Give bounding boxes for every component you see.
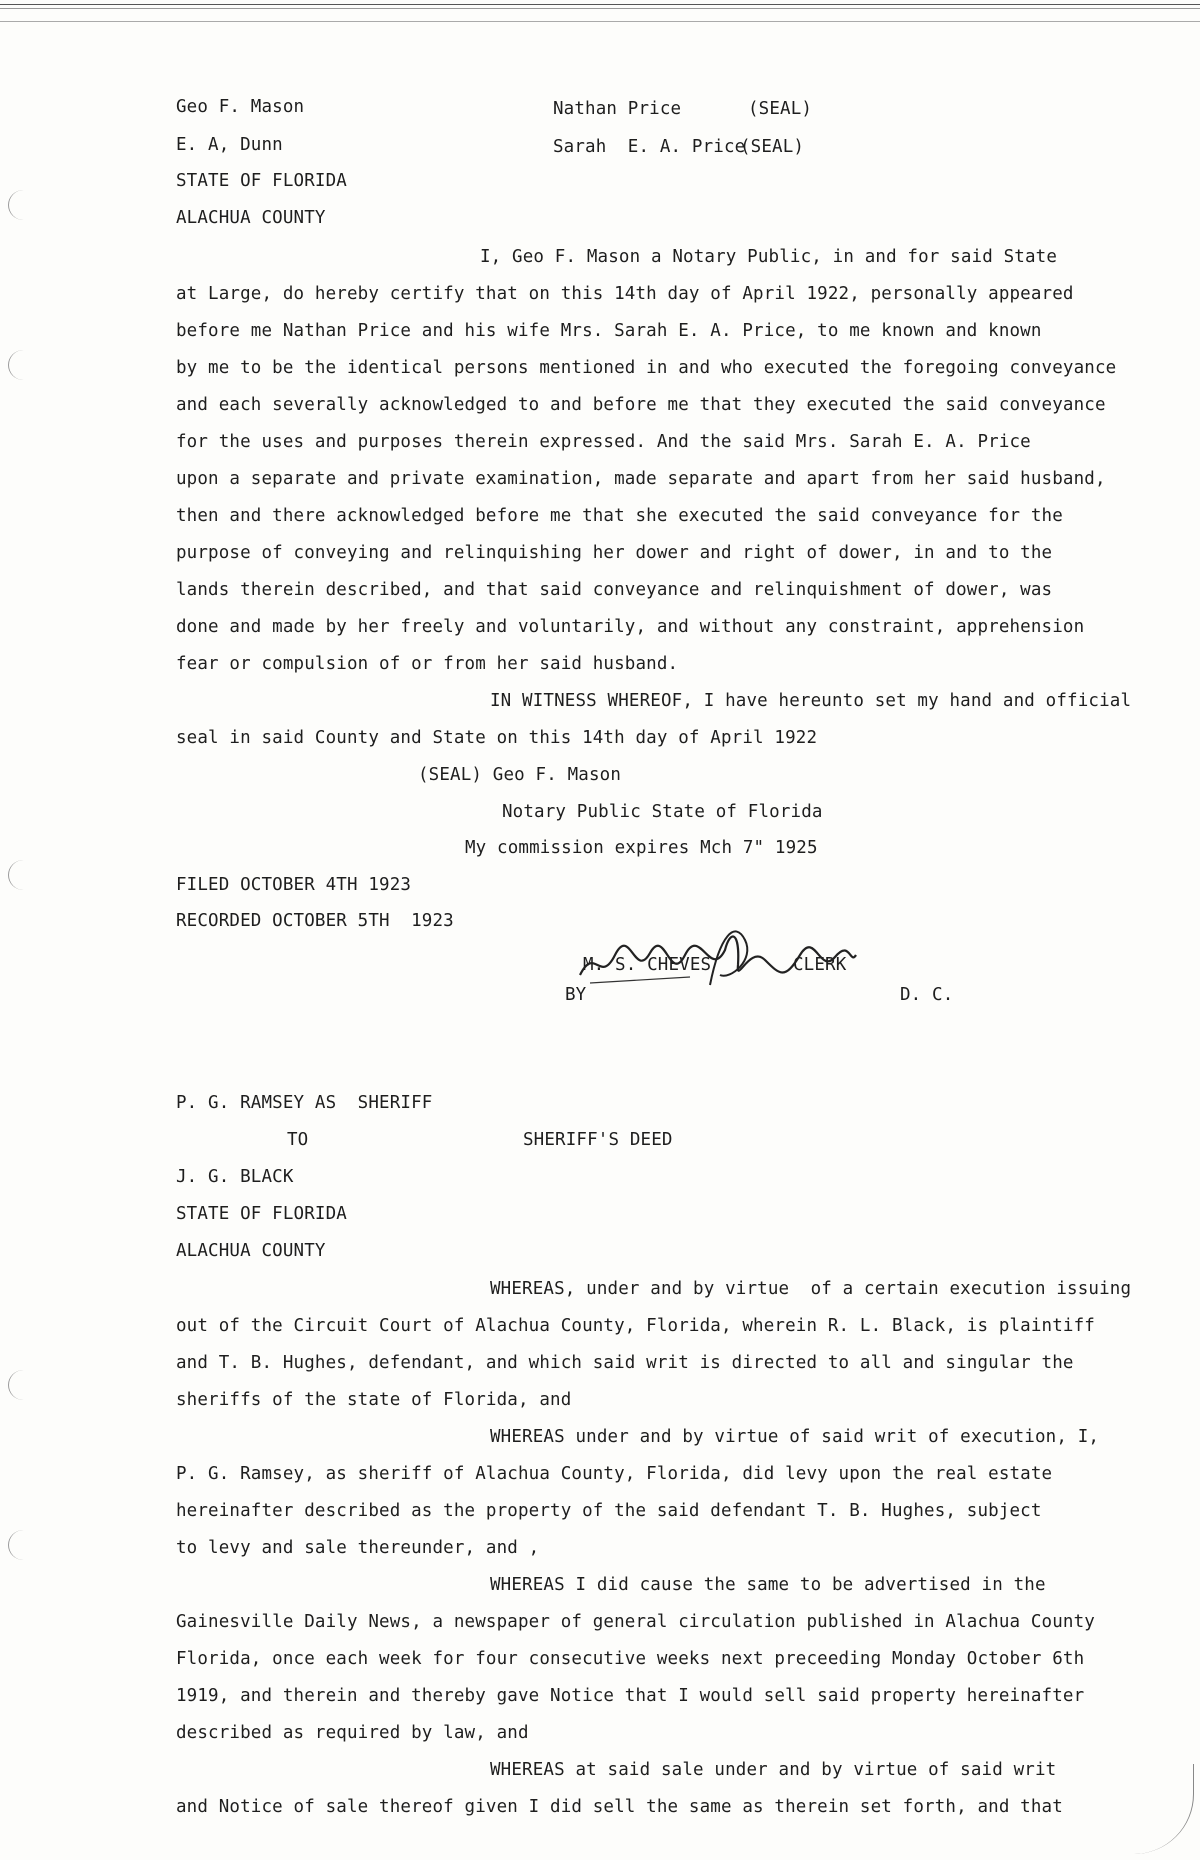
deed-grantor: P. G. RAMSEY AS SHERIFF bbox=[176, 1093, 433, 1113]
text-line: P. G. Ramsey, as sheriff of Alachua County, Florida, did levy upon the real estate bbox=[176, 1464, 1053, 1484]
text-line: done and made by her freely and voluntarily, and without any constraint, apprehension bbox=[176, 617, 1085, 637]
binder-hole bbox=[8, 190, 39, 220]
text-line: described as required by law, and bbox=[176, 1723, 529, 1743]
clerk-title: CLERK bbox=[793, 955, 847, 975]
handwritten-signature bbox=[560, 925, 860, 995]
text-line: before me Nathan Price and his wife Mrs. Sarah E. A. Price, to me known and known bbox=[176, 321, 1042, 341]
text-line: upon a separate and private examination, made separate and apart from her said husband, bbox=[176, 469, 1106, 489]
notary-commission: My commission expires Mch 7" 1925 bbox=[465, 838, 818, 858]
text-line: and each severally acknowledged to and before me that they executed the said conveyance bbox=[176, 395, 1106, 415]
text-line: WHEREAS at said sale under and by virtue of said writ bbox=[490, 1760, 1057, 1780]
witness-name: Geo F. Mason bbox=[176, 97, 305, 117]
binder-hole bbox=[8, 1530, 39, 1560]
text-line: to levy and sale thereunder, and , bbox=[176, 1538, 540, 1558]
seal-mark: (SEAL) bbox=[748, 99, 813, 119]
text-line: then and there acknowledged before me that she executed the said conveyance for the bbox=[176, 506, 1063, 526]
clerk-name: M. S. CHEVES bbox=[583, 955, 712, 975]
signer-name: Nathan Price bbox=[553, 99, 682, 119]
witness-name: E. A, Dunn bbox=[176, 135, 283, 155]
binder-hole bbox=[8, 860, 39, 890]
text-line: and Notice of sale thereof given I did sell the same as therein set forth, and that bbox=[176, 1797, 1063, 1817]
notary-name: (SEAL) Geo F. Mason bbox=[418, 765, 622, 785]
text-line: out of the Circuit Court of Alachua County, Florida, wherein R. L. Black, is plaintiff bbox=[176, 1316, 1095, 1336]
text-line: by me to be the identical persons mentioned in and who executed the foregoing conveyance bbox=[176, 358, 1117, 378]
signer-name: Sarah E. A. Price bbox=[553, 137, 746, 157]
text-line: WHEREAS I did cause the same to be advertised in the bbox=[490, 1575, 1046, 1595]
page-corner-curl bbox=[1133, 1764, 1194, 1854]
deputy-clerk-label: D. C. bbox=[900, 985, 954, 1005]
by-label: BY bbox=[565, 985, 587, 1005]
recorded-date: RECORDED OCTOBER 5TH 1923 bbox=[176, 911, 454, 931]
text-line: for the uses and purposes therein expressed. And the said Mrs. Sarah E. A. Price bbox=[176, 432, 1031, 452]
county-heading: ALACHUA COUNTY bbox=[176, 208, 326, 228]
deed-to: TO bbox=[287, 1130, 309, 1150]
deed-grantee: J. G. BLACK bbox=[176, 1167, 294, 1187]
deed-county: ALACHUA COUNTY bbox=[176, 1241, 326, 1261]
text-line: sheriffs of the state of Florida, and bbox=[176, 1390, 572, 1410]
text-line: hereinafter described as the property of the said defendant T. B. Hughes, subject bbox=[176, 1501, 1042, 1521]
state-heading: STATE OF FLORIDA bbox=[176, 171, 347, 191]
text-line: Florida, once each week for four consecutive weeks next preceeding Monday October 6th bbox=[176, 1649, 1085, 1669]
text-line: fear or compulsion of or from her said husband. bbox=[176, 654, 679, 674]
filed-date: FILED OCTOBER 4TH 1923 bbox=[176, 875, 412, 895]
deed-state: STATE OF FLORIDA bbox=[176, 1204, 347, 1224]
text-line: Gainesville Daily News, a newspaper of general circulation published in Alachua County bbox=[176, 1612, 1095, 1632]
seal-mark: (SEAL) bbox=[740, 137, 805, 157]
text-line: and T. B. Hughes, defendant, and which said writ is directed to all and singular the bbox=[176, 1353, 1074, 1373]
text-line: seal in said County and State on this 14th day of April 1922 bbox=[176, 728, 818, 748]
text-line: lands therein described, and that said conveyance and relinquishment of dower, was bbox=[176, 580, 1053, 600]
text-line: WHEREAS, under and by virtue of a certain execution issuing bbox=[490, 1279, 1132, 1299]
text-line: 1919, and therein and thereby gave Notice that I would sell said property hereinafter bbox=[176, 1686, 1085, 1706]
top-edge-rule-2 bbox=[0, 8, 1200, 9]
deed-title: SHERIFF'S DEED bbox=[523, 1130, 673, 1150]
top-edge-rule-3 bbox=[0, 21, 1200, 22]
top-edge-rule bbox=[0, 4, 1200, 5]
text-line: purpose of conveying and relinquishing her dower and right of dower, in and to the bbox=[176, 543, 1053, 563]
binder-hole bbox=[8, 350, 39, 380]
text-line: IN WITNESS WHEREOF, I have hereunto set my hand and official bbox=[490, 691, 1132, 711]
notary-title: Notary Public State of Florida bbox=[502, 802, 823, 822]
text-line: I, Geo F. Mason a Notary Public, in and for said State bbox=[480, 247, 1058, 267]
text-line: WHEREAS under and by virtue of said writ of execution, I, bbox=[490, 1427, 1100, 1447]
text-line: at Large, do hereby certify that on this 14th day of April 1922, personally appeared bbox=[176, 284, 1074, 304]
binder-hole bbox=[8, 1370, 39, 1400]
